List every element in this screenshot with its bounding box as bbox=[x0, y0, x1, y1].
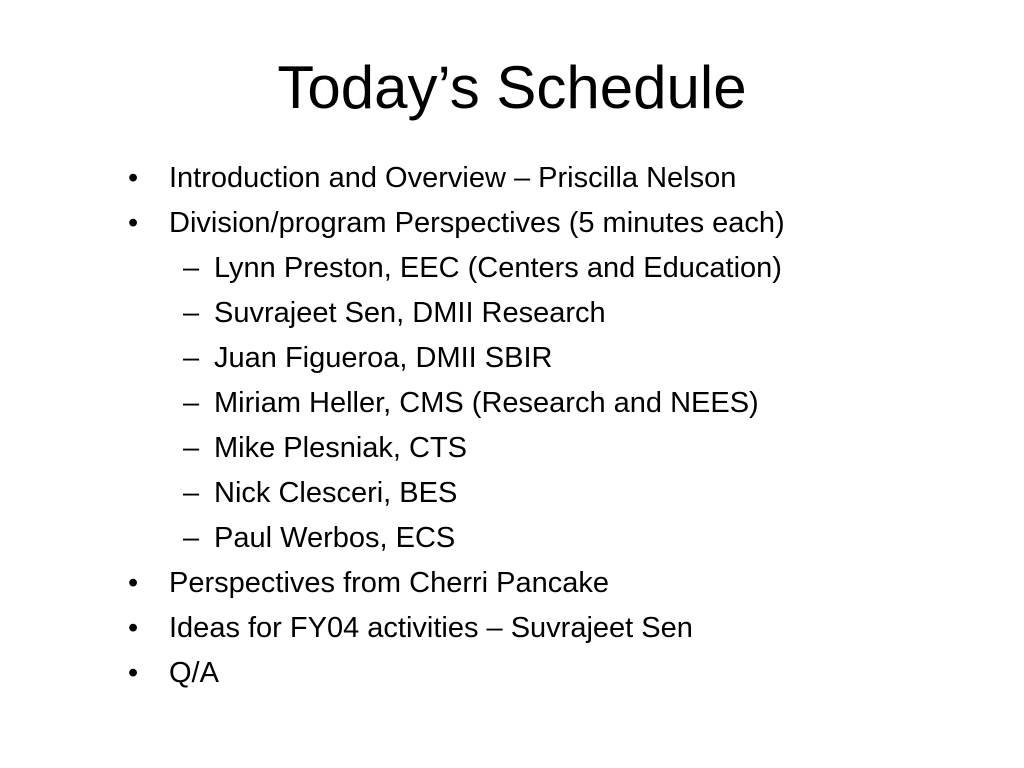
list-item-text: Introduction and Overview – Priscilla Nelson bbox=[169, 162, 737, 194]
dash-marker: – bbox=[183, 342, 200, 374]
bullet-marker: • bbox=[128, 657, 139, 689]
list-item-text: Q/A bbox=[169, 657, 219, 689]
sub-list-item bbox=[0, 336, 1024, 381]
sub-list-item bbox=[0, 246, 1024, 291]
sub-list-item bbox=[0, 381, 1024, 426]
list-item-text: Ideas for FY04 activities – Suvrajeet Sen bbox=[169, 612, 693, 644]
sub-list-item-text: Miriam Heller, CMS (Research and NEES) bbox=[214, 387, 759, 419]
dash-marker: – bbox=[183, 432, 200, 464]
bullet-marker: • bbox=[128, 207, 139, 239]
bullet-marker: • bbox=[128, 612, 139, 644]
sub-list-item-text: Lynn Preston, EEC (Centers and Education) bbox=[214, 252, 782, 284]
sub-list-item-text: Paul Werbos, ECS bbox=[214, 522, 456, 554]
sub-list-item-text: Juan Figueroa, DMII SBIR bbox=[214, 342, 553, 374]
dash-marker: – bbox=[183, 477, 200, 509]
list-item bbox=[0, 201, 1024, 246]
list-item-text: Perspectives from Cherri Pancake bbox=[169, 567, 609, 599]
sub-list-item-text: Mike Plesniak, CTS bbox=[214, 432, 468, 464]
list-item bbox=[0, 651, 1024, 696]
dash-marker: – bbox=[183, 297, 200, 329]
bullet-marker: • bbox=[128, 567, 139, 599]
list-item-text: Division/program Perspectives (5 minutes each) bbox=[169, 207, 785, 239]
bullet-marker: • bbox=[128, 162, 139, 194]
sub-list-item bbox=[0, 426, 1024, 471]
sub-list-item-text: Suvrajeet Sen, DMII Research bbox=[214, 297, 606, 329]
sub-list-item bbox=[0, 516, 1024, 561]
slide-title: Today’s Schedule bbox=[277, 54, 747, 121]
dash-marker: – bbox=[183, 252, 200, 284]
sub-list-item bbox=[0, 471, 1024, 516]
list-item bbox=[0, 561, 1024, 606]
sub-list-item-text: Nick Clesceri, BES bbox=[214, 477, 458, 509]
list-item bbox=[0, 156, 1024, 201]
schedule-list bbox=[0, 156, 1024, 696]
dash-marker: – bbox=[183, 387, 200, 419]
dash-marker: – bbox=[183, 522, 200, 554]
sub-list-item bbox=[0, 291, 1024, 336]
list-item bbox=[0, 606, 1024, 651]
